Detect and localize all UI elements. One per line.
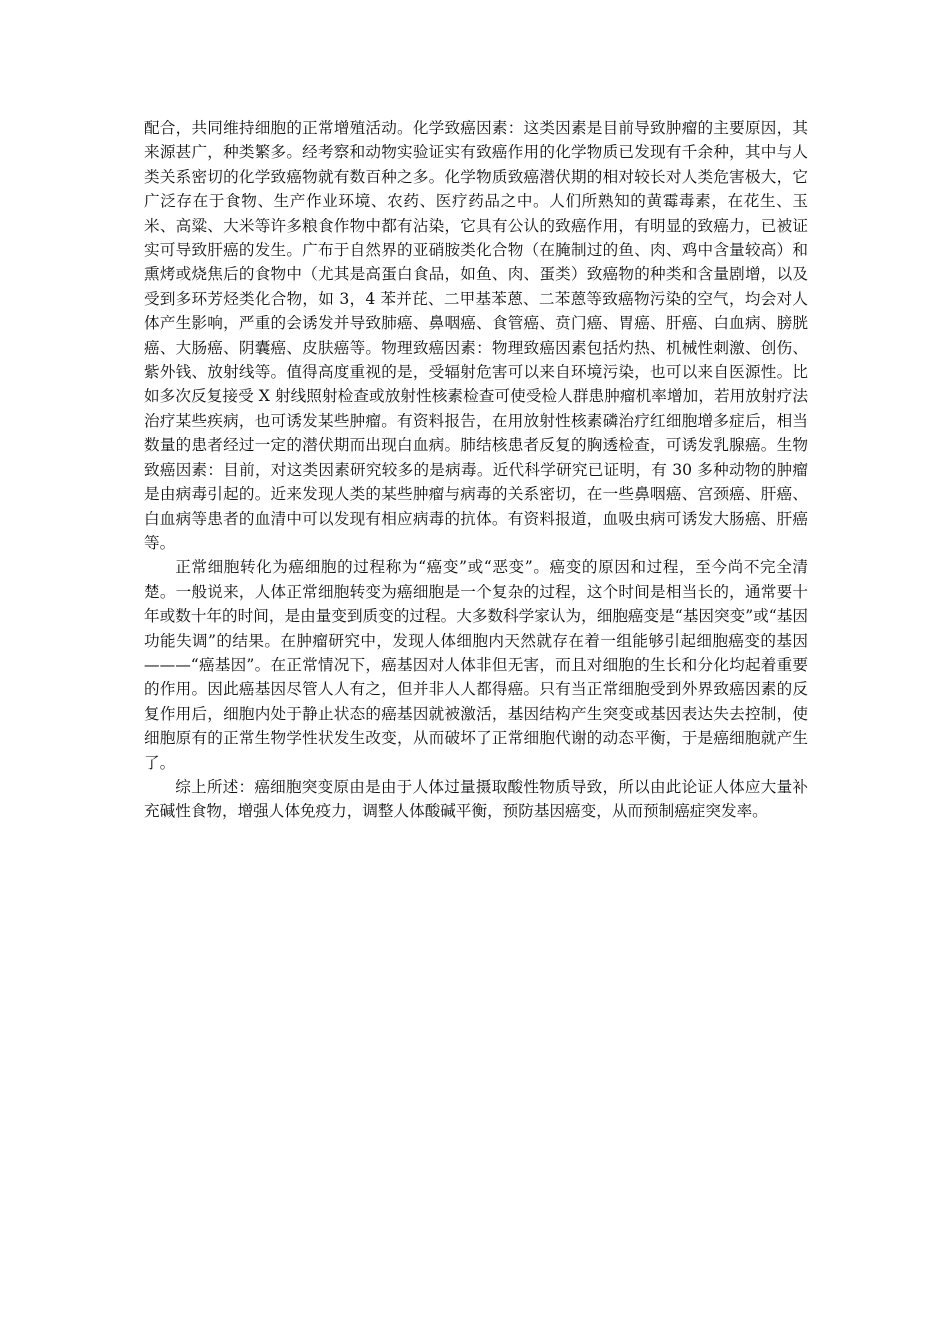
paragraph-conclusion: 综上所述：癌细胞突变原由是由于人体过量摄取酸性物质导致，所以由此论证人体应大量补充碱性食物，增强人体免疫力，调整人体酸碱平衡，预防基因癌变，从而预制癌症突发率。 [144,777,808,821]
paragraph-carcinogenesis: 正常细胞转化为癌细胞的过程称为“癌变”或“恶变”。癌变的原因和过程，至今尚不完全清楚。一般说来，人体正常细胞转变为癌细胞是一个复杂的过程，这个时间是相当长的，通常要十年或数十年的时间，是由量变到质变的过程。大多数科学家认为，细胞癌变是“基因突变”或“基因功能失调”的结果。在肿瘤研究中，发现人体细胞内天然就存在着一组能够引起细胞癌变的基因———“癌基因”。在正常情况下，癌基因对人体非但无害，而且对细胞的生长和分化均起着重要的作用。因此癌基因尽管人人有之，但并非人人都得癌。只有当正常细胞受到外界致癌因素的反复作用后，细胞内处于静止状态的癌基因就被激活，基因结构产生突变或基因表达失去控制，使细胞原有的正常生物学性状发生改变，从而破坏了正常细胞代谢的动态平衡，于是癌细胞就产生了。 [144,558,808,772]
paragraph-causes-of-cancer: 配合，共同维持细胞的正常增殖活动。化学致癌因素：这类因素是目前导致肿瘤的主要原因，其来源甚广，种类繁多。经考察和动物实验证实有致癌作用的化学物质已发现有千余种，其中与人类关系密切的化学致癌物就有数百种之多。化学物质致癌潜伏期的相对较长对人类危害极大，它广泛存在于食物、生产作业环境、农药、医疗药品之中。人们所熟知的黄霉毒素，在花生、玉米、高粱、大米等许多粮食作物中都有沾染，它具有公认的致癌作用，有明显的致癌力，已被证实可导致肝癌的发生。广布于自然界的亚硝胺类化合物（在腌制过的鱼、肉、鸡中含量较高）和熏烤或烧焦后的食物中（尤其是高蛋白食品，如鱼、肉、蛋类）致癌物的种类和含量剧增，以及受到多环芳烃类化合物，如 3，4 苯并芘、二甲基苯蒽、二苯蒽等致癌物污染的空气，均会对人体产生影响，严重的会诱发并导致肺癌、鼻咽癌、食管癌、贲门癌、胃癌、肝癌、白血病、膀胱癌、大肠癌、阴囊癌、皮肤癌等。物理致癌因素：物理致癌因素包括灼热、机械性刺激、创伤、紫外钱、放射线等。值得高度重视的是，受辐射危害可以来自环境污染，也可以来自医源性。比如多次反复接受 X 射线照射检查或放射性核素检查可使受检人群患肿瘤机率增加，若用放射疗法治疗某些疾病，也可诱发某些肿瘤。有资料报告，在用放射性核素磷治疗红细胞增多症后，相当数量的患者经过一定的潜伏期而出现白血病。肺结核患者反复的胸透检查，可诱发乳腺癌。生物致癌因素：目前，对这类因素研究较多的是病毒。近代科学研究已证明，有 30 多种动物的肿瘤是由病毒引起的。近来发现人类的某些肿瘤与病毒的关系密切，在一些鼻咽癌、宫颈癌、肝癌、白血病等患者的血清中可以发现有相应病毒的抗体。有资料报道，血吸虫病可诱发大肠癌、肝癌等。 [144,119,808,552]
document-page [144,116,808,824]
